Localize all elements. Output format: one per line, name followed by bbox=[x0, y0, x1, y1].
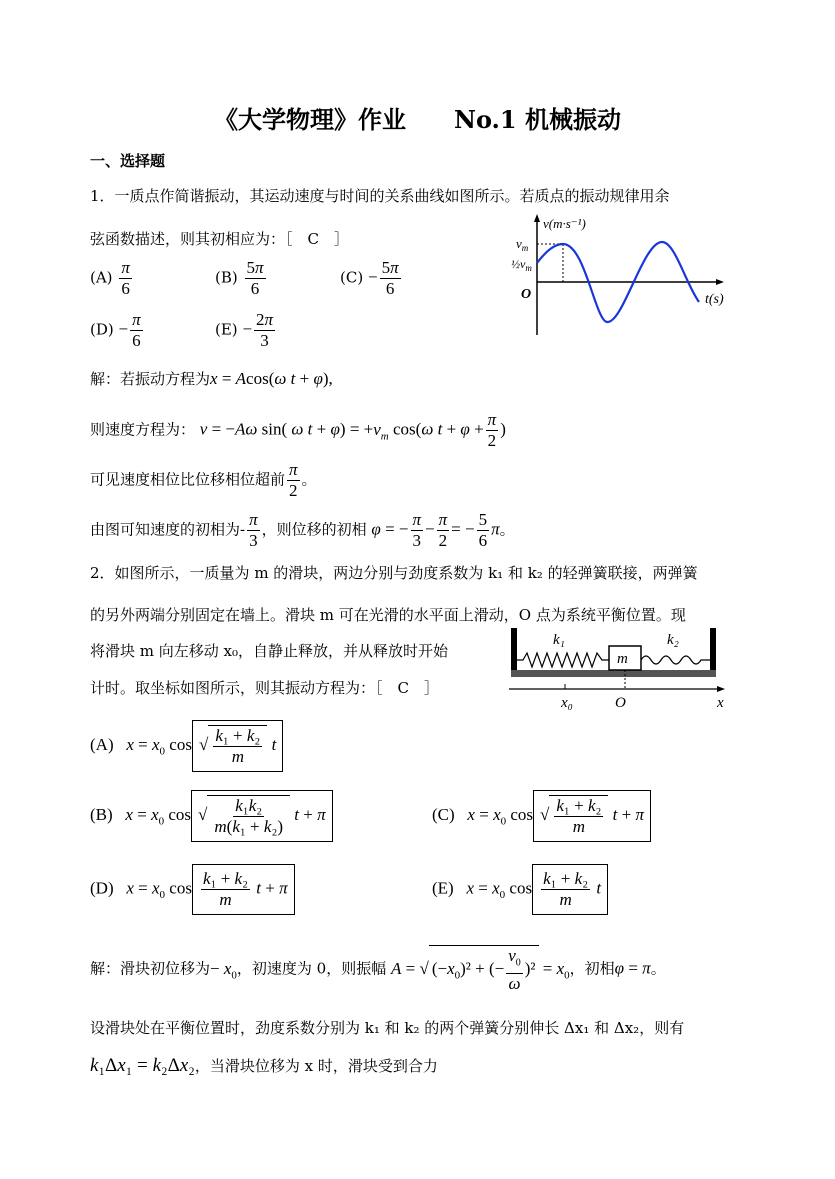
graph-vm-label: $v_m$ bbox=[516, 236, 529, 253]
q2-line3: 将滑块 m 向左移动 x₀，自静止释放，并从释放时开始 bbox=[90, 642, 449, 660]
q1-solution-line1: 解：若振动方程为x = Acos(ω t + φ), bbox=[90, 369, 333, 388]
page-title: 《大学物理》作业 No.1 机械振动 bbox=[214, 105, 621, 134]
figure-x0-label: x₀ bbox=[561, 695, 573, 711]
q1-option-e: (E) − $\frac{2\pi}{3}$ bbox=[215, 310, 274, 350]
q1-option-c: (C) − $\frac{5\pi}{6}$ bbox=[340, 258, 399, 298]
q1-option-a: (A) $\frac{\pi}{6}$ bbox=[90, 258, 130, 298]
q2-line1: 2．如图所示，一质量为 m 的滑块，两边分别与劲度系数为 k₁ 和 k₂ 的轻弹簧联接，两弹簧 bbox=[90, 564, 698, 582]
graph-v-axis-label: v(m·s⁻¹) bbox=[543, 216, 586, 231]
q1-solution-line4: 由图可知速度的初相为- $\frac{\pi}{3}$ ，则位移的初相 φ = − $\frac{\pi}{3}$ − $\frac{\pi}{2}$ = − $\frac{5}{6}$ π。 bbox=[90, 510, 515, 550]
q2-line2: 的另外两端分别固定在墙上。滑块 m 可在光滑的水平面上滑动，O 点为系统平衡位置。现 bbox=[90, 606, 686, 624]
q1-line2: 弦函数描述，则其初相应为：［ C ］ bbox=[90, 230, 349, 248]
q2-option-a: (A) $x = x_0$ cos √ $\frac{\text{k₁ + k₂}}{m}$ t bbox=[90, 720, 283, 772]
graph-origin-label: O bbox=[521, 287, 532, 302]
q2-solution-line3: k₁Δx₁ = k₂Δx₂，当滑块位移为 x 时，滑块受到合力 bbox=[90, 1055, 438, 1076]
graph-t-axis-label: t(s) bbox=[705, 292, 724, 307]
figure-origin-label: O bbox=[615, 695, 626, 711]
q2-option-c: (C) $x = x_0$ cos √ $\frac{\text{k₁ + k₂}}{m}$ t + π bbox=[432, 790, 651, 842]
q2-solution-line1: 解：滑块初位移为− $x_0$，初速度为 0，则振幅 A = √ $(-x_0)^2$ + (− $\frac{v_0}{\omega}$ )$^2 = x_0$，初相φ = π。 bbox=[90, 946, 666, 994]
q2-solution-line2: 设滑块处在平衡位置时，劲度系数分别为 k₁ 和 k₂ 的两个弹簧分别伸长 Δx₁ 和 Δx₂，则有 bbox=[90, 1019, 685, 1037]
spring-block-figure bbox=[505, 622, 735, 712]
figure-k2-label: k₂ bbox=[667, 632, 679, 648]
q1-option-b: (B) $\frac{5\pi}{6}$ bbox=[215, 258, 264, 298]
q2-option-e: (E) $x = x_0$ cos $\frac{\text{k₁ + k₂}}{m}$ t bbox=[432, 864, 608, 915]
q2-line4: 计时。取坐标如图所示，则其振动方程为：［ C ］ bbox=[90, 679, 439, 697]
velocity-time-graph bbox=[505, 210, 730, 340]
figure-x-label: x bbox=[717, 695, 724, 711]
q1-solution-line3: 可见速度相位比位移相位超前 $\frac{\pi}{2}$ 。 bbox=[90, 460, 317, 500]
q1-option-d: (D) − $\frac{\pi}{6}$ bbox=[90, 310, 141, 350]
q2-option-b: (B) $x = x_0$ cos √ $\frac{\text{k₁k₂}}{\text{m(k₁ + k₂)}}$ t + π bbox=[90, 790, 333, 842]
section-heading: 一、选择题 bbox=[90, 152, 166, 170]
q1-line1: 1．一质点作简谐振动，其运动速度与时间的关系曲线如图所示。若质点的振动规律用余 bbox=[90, 187, 670, 205]
q2-option-d: (D) $x = x_0$ cos $\frac{\text{k₁ + k₂}}{m}$ t + π bbox=[90, 864, 295, 915]
figure-k1-label: k₁ bbox=[553, 632, 565, 648]
graph-half-vm-label: $\frac{1}{2}v_m$ bbox=[511, 257, 532, 273]
q1-solution-line2: 则速度方程为： v = −Aω sin( ω $t + \varphi) = +v_m$ cos(ω t + φ + $\frac{\pi}{2}$ ) bbox=[90, 410, 506, 450]
figure-mass-label: m bbox=[617, 651, 628, 667]
